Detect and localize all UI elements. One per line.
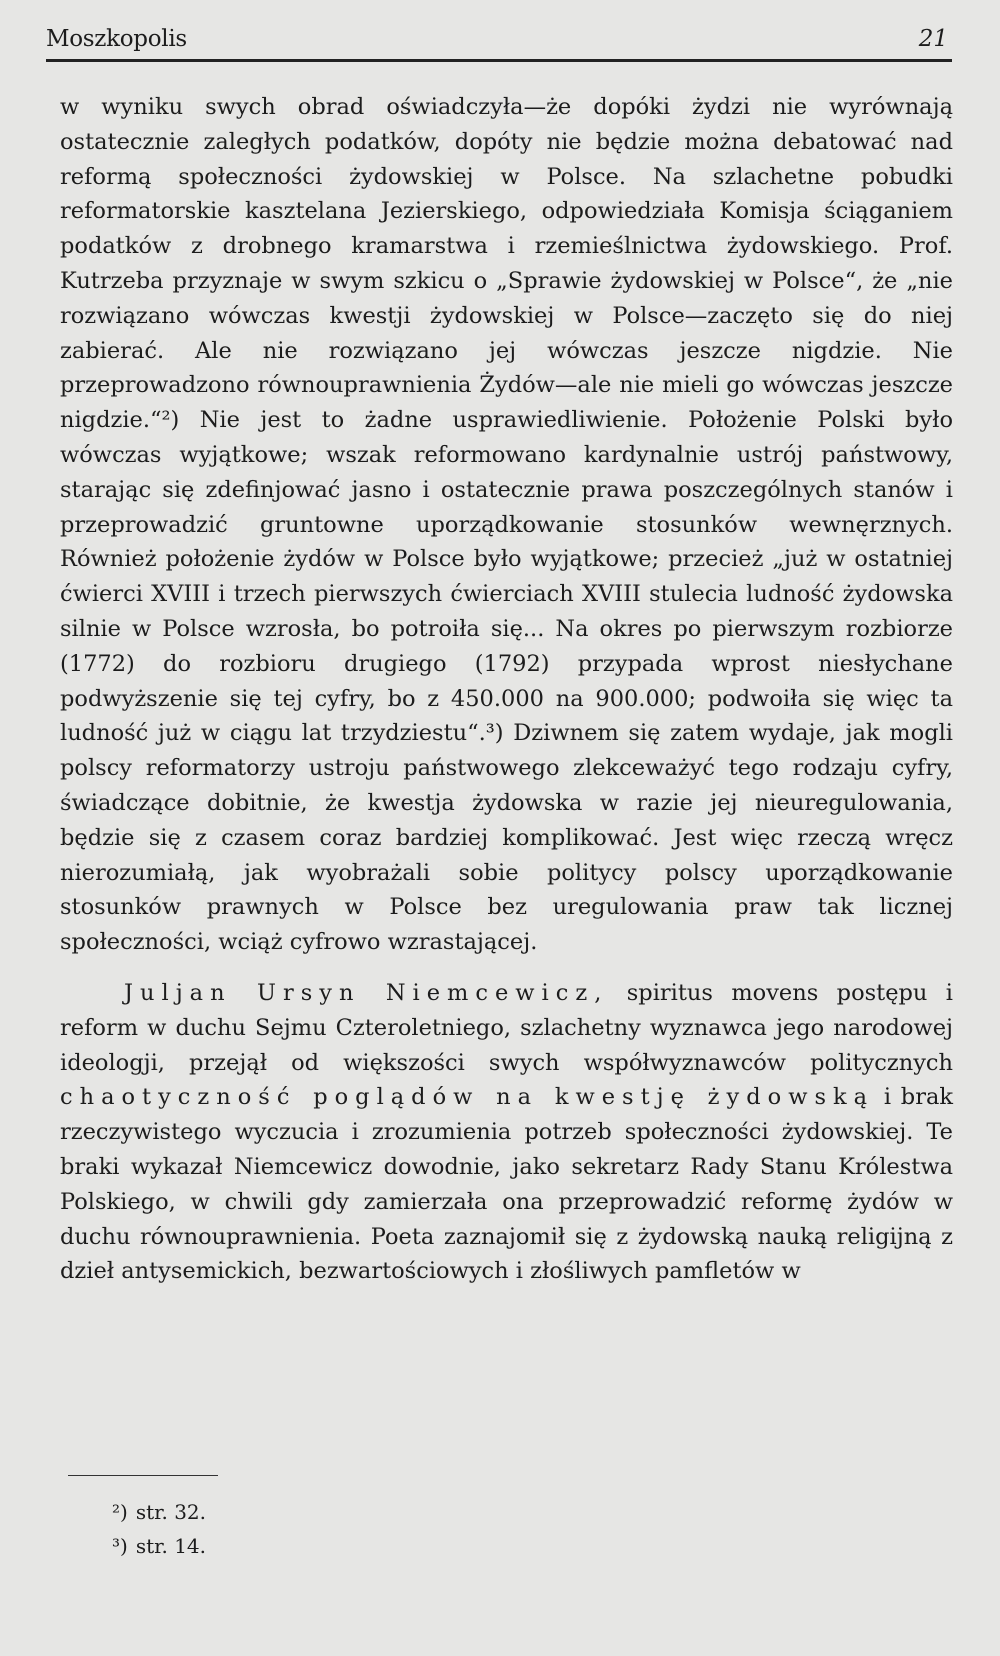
- person-name: Juljan Ursyn Niemcewicz,: [124, 979, 609, 1006]
- footnote-text: str. 14.: [135, 1534, 207, 1558]
- footnote-text: str. 32.: [135, 1500, 207, 1524]
- paragraph-text: i brak rzeczywistego wyczucia i zrozumienia potrzeb społeczności żydowskiej. Te braki wykazał Niemcewicz dowodnie, jako sekretarz Rady Stanu Królestwa Polskiego, w chwili gdy zamierzała ona przeprowadzić reformę żydów w duchu równouprawnienia. Poeta zaznajomił się z żydowską nauką religijną z dzieł antysemickich, bezwartościowych i złośliwych pamfletów w: [60, 1084, 953, 1285]
- page-header: [46, 24, 952, 64]
- paragraph-niemcewicz: [60, 976, 953, 1289]
- paragraph: w wyniku swych obrad oświadczyła—że dopóki żydzi nie wyrównają ostatecznie zaległych podatków, dopóty nie będzie można debatować nad reformą społeczności żydowskiej w Polsce. Na szlachetne pobudki reformatorskie kasztelana Jezierskiego, odpowiedziała Komisja ściąganiem podatków z drobnego kramarstwa i rzemieślnictwa żydowskiego. Prof. Kutrzeba przyznaje w swym szkicu o „Sprawie żydowskiej w Polsce“, że „nie rozwiązano wówczas kwestji żydowskiej w Polsce—zaczęto się do niej zabierać. Ale nie rozwiązano jej wówczas jeszcze nigdzie. Nie przeprowadzono równouprawnienia Żydów—ale nie mieli go wówczas jeszcze nigdzie.“²) Nie jest to żadne usprawiedliwienie. Położenie Polski było wówczas wyjątkowe; wszak reformowano kardynalnie ustrój państwowy, starając się zdefinjować jasno i ostatecznie prawa poszczególnych stanów i przeprowadzić gruntowne uporządkowanie stosunków wewnęrznych. Również położenie żydów w Polsce było wyjątkowe; przecież „już w ostatniej ćwierci XVIII i trzech pierwszych ćwierciach XVIII stulecia ludność żydowska silnie w Polsce wzrosła, bo potroiła się... Na okres po pierwszym rozbiorze (1772) do rozbioru drugiego (1792) przypada wprost niesłychane podwyższenie się tej cyfry, bo z 450.000 na 900.000; podwoiła się więc ta ludność już w ciągu lat trzydziestu“.³) Dziwnem się zatem wydaje, jak mogli polscy reformatorzy ustroju państwowego zlekceważyć tego rodzaju cyfry, świadczące dobitnie, że kwestja żydowska w razie jej nieuregulowania, będzie się z czasem coraz bardziej komplikować. Jest więc rzeczą wręcz nierozumiałą, jak wyobrażali sobie politycy polscy uporządkowanie stosunków prawnych w Polsce bez uregulowania praw tak licznej społeczności, wciąż cyfrowo wzrastającej.: [60, 94, 953, 956]
- footnote: [112, 1529, 214, 1563]
- header-rule: [46, 59, 952, 62]
- running-head: Moszkopolis: [46, 26, 187, 52]
- footnote: [112, 1495, 214, 1529]
- body-text: [60, 90, 953, 1289]
- footnotes: [112, 1495, 214, 1563]
- paragraph-text: spiritus movens postępu i reform w duchu Sejmu Czteroletniego, szlachetny wyznawca jego narodowej ideologji, przejął od większości swych współwyznawców politycznych: [60, 979, 954, 1076]
- emphasis-text: chaotyczność poglądów na kwestję żydowską: [60, 1084, 875, 1111]
- page-number: 21: [918, 26, 948, 52]
- footnote-mark: ³): [112, 1534, 128, 1558]
- footnote-mark: ²): [112, 1500, 128, 1524]
- footnote-rule: [68, 1475, 218, 1476]
